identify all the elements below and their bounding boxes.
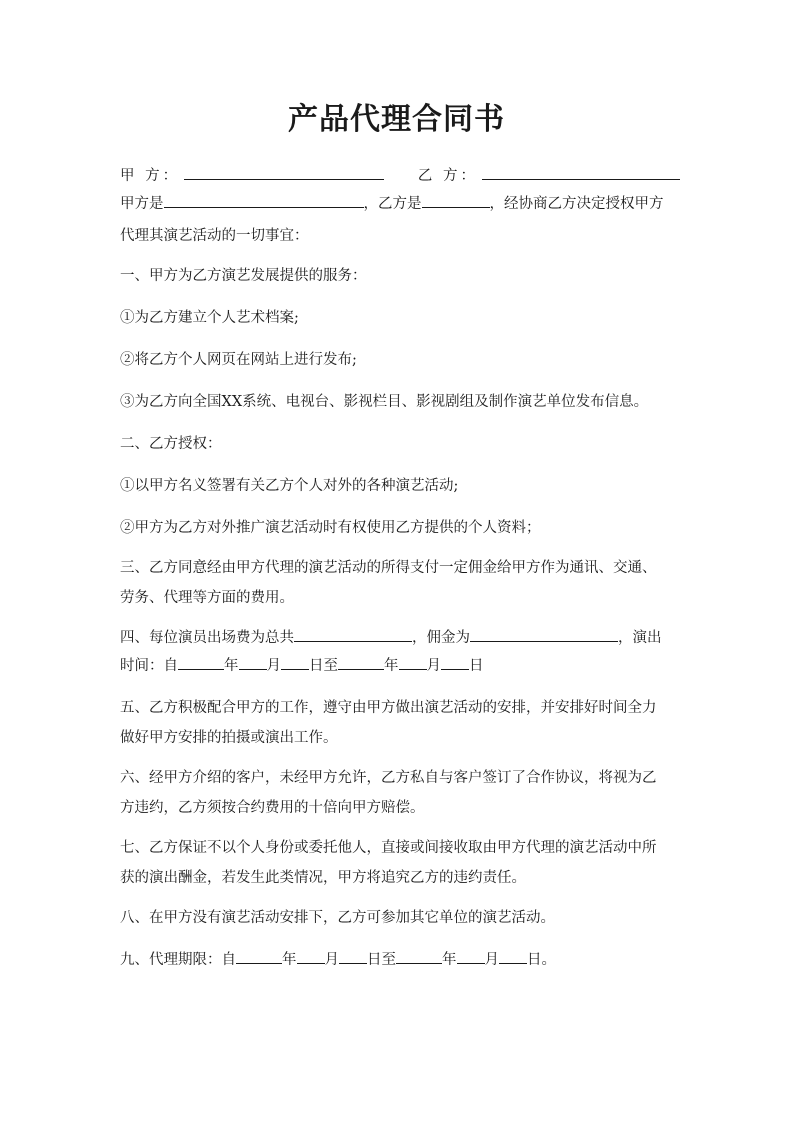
- month-label-2: 月: [426, 658, 441, 674]
- section-2-item-1: ①以甲方名义签署有关乙方个人对外的各种演艺活动;: [120, 478, 459, 494]
- term-month-label: 月: [324, 952, 339, 968]
- intro-a: 甲方是: [120, 196, 164, 212]
- term-year-label: 年: [282, 952, 297, 968]
- appearance-fee-blank[interactable]: [294, 628, 412, 642]
- party-b-blank[interactable]: [482, 166, 680, 180]
- section-5-line-2: 做好甲方安排的拍摄或演出工作。: [120, 730, 338, 746]
- term-day-end-label: 日。: [527, 952, 556, 968]
- section-2-heading: 二、乙方授权：: [120, 436, 222, 452]
- section-1-heading: 一、甲方为乙方演艺发展提供的服务：: [120, 268, 367, 284]
- term-end-year-blank[interactable]: [396, 950, 442, 964]
- month-label: 月: [266, 658, 281, 674]
- parties-line: [120, 166, 680, 186]
- section-8: 八、在甲方没有演艺活动安排下，乙方可参加其它单位的演艺活动。: [120, 910, 555, 926]
- year-label: 年: [224, 658, 239, 674]
- start-year-blank[interactable]: [178, 656, 224, 670]
- end-day-blank[interactable]: [441, 656, 469, 670]
- term-end-month-blank[interactable]: [457, 950, 485, 964]
- term-month-label-2: 月: [484, 952, 499, 968]
- year-label-2: 年: [384, 658, 399, 674]
- term-start-day-blank[interactable]: [339, 950, 367, 964]
- section-7-line-1: 七、乙方保证不以个人身份或委托他人，直接或间接收取由甲方代理的演艺活动中所: [120, 840, 657, 856]
- start-month-blank[interactable]: [239, 656, 267, 670]
- intro-line-1: [120, 194, 680, 214]
- section-4-line-2: [120, 656, 680, 676]
- section-4-line-1: [120, 628, 680, 648]
- section-9: [120, 950, 680, 970]
- party-a: [120, 166, 384, 186]
- section-4-d: 时间：自: [120, 658, 178, 674]
- section-6-line-2: 方违约，乙方须按合约费用的十倍向甲方赔偿。: [120, 800, 425, 816]
- term-start-year-blank[interactable]: [236, 950, 282, 964]
- section-6-line-1: 六、经甲方介绍的客户，未经甲方允许，乙方私自与客户签订了合作协议，将视为乙: [120, 770, 657, 786]
- party-b: [418, 166, 680, 186]
- section-3-line-2: 劳务、代理等方面的费用。: [120, 590, 294, 606]
- intro-c: ，经协商乙方决定授权甲方: [489, 196, 664, 212]
- party-b-label: 乙 方：: [417, 168, 478, 184]
- end-month-blank[interactable]: [399, 656, 427, 670]
- section-9-a: 九、代理期限：自: [120, 952, 236, 968]
- term-day-to-label: 日至: [367, 952, 396, 968]
- party-a-label: 甲 方：: [120, 168, 181, 184]
- section-4-c: ，演出: [618, 630, 662, 646]
- section-1-item-2: ②将乙方个人网页在网站上进行发布;: [120, 352, 357, 368]
- section-4-a: 四、每位演员出场费为总共: [120, 630, 294, 646]
- day-label: 日: [469, 658, 484, 674]
- section-7-line-2: 获的演出酬金，若发生此类情况，甲方将追究乙方的违约责任。: [120, 870, 526, 886]
- party-a-name-blank[interactable]: [164, 194, 364, 208]
- section-5-line-1: 五、乙方积极配合甲方的工作，遵守由甲方做出演艺活动的安排，并安排好时间全力: [120, 700, 657, 716]
- document-title: 产品代理合同书: [288, 102, 505, 137]
- intro-line-2: 代理其演艺活动的一切事宜：: [120, 228, 309, 244]
- commission-blank[interactable]: [470, 628, 618, 642]
- section-3-line-1: 三、乙方同意经由甲方代理的演艺活动的所得支付一定佣金给甲方作为通讯、交通、: [120, 560, 657, 576]
- section-2-item-2: ②甲方为乙方对外推广演艺活动时有权使用乙方提供的个人资料；: [120, 520, 541, 536]
- section-1-item-3: ③为乙方向全国XX系统、电视台、影视栏目、影视剧组及制作演艺单位发布信息。: [120, 394, 649, 410]
- term-end-day-blank[interactable]: [499, 950, 527, 964]
- section-1-item-1: ①为乙方建立个人艺术档案;: [120, 310, 299, 326]
- day-to-label: 日至: [309, 658, 338, 674]
- term-start-month-blank[interactable]: [297, 950, 325, 964]
- end-year-blank[interactable]: [338, 656, 384, 670]
- section-4-b: ，佣金为: [412, 630, 470, 646]
- term-year-label-2: 年: [442, 952, 457, 968]
- start-day-blank[interactable]: [281, 656, 309, 670]
- party-b-name-blank[interactable]: [422, 194, 490, 208]
- party-a-blank[interactable]: [184, 166, 384, 180]
- intro-b: ，乙方是: [363, 196, 422, 212]
